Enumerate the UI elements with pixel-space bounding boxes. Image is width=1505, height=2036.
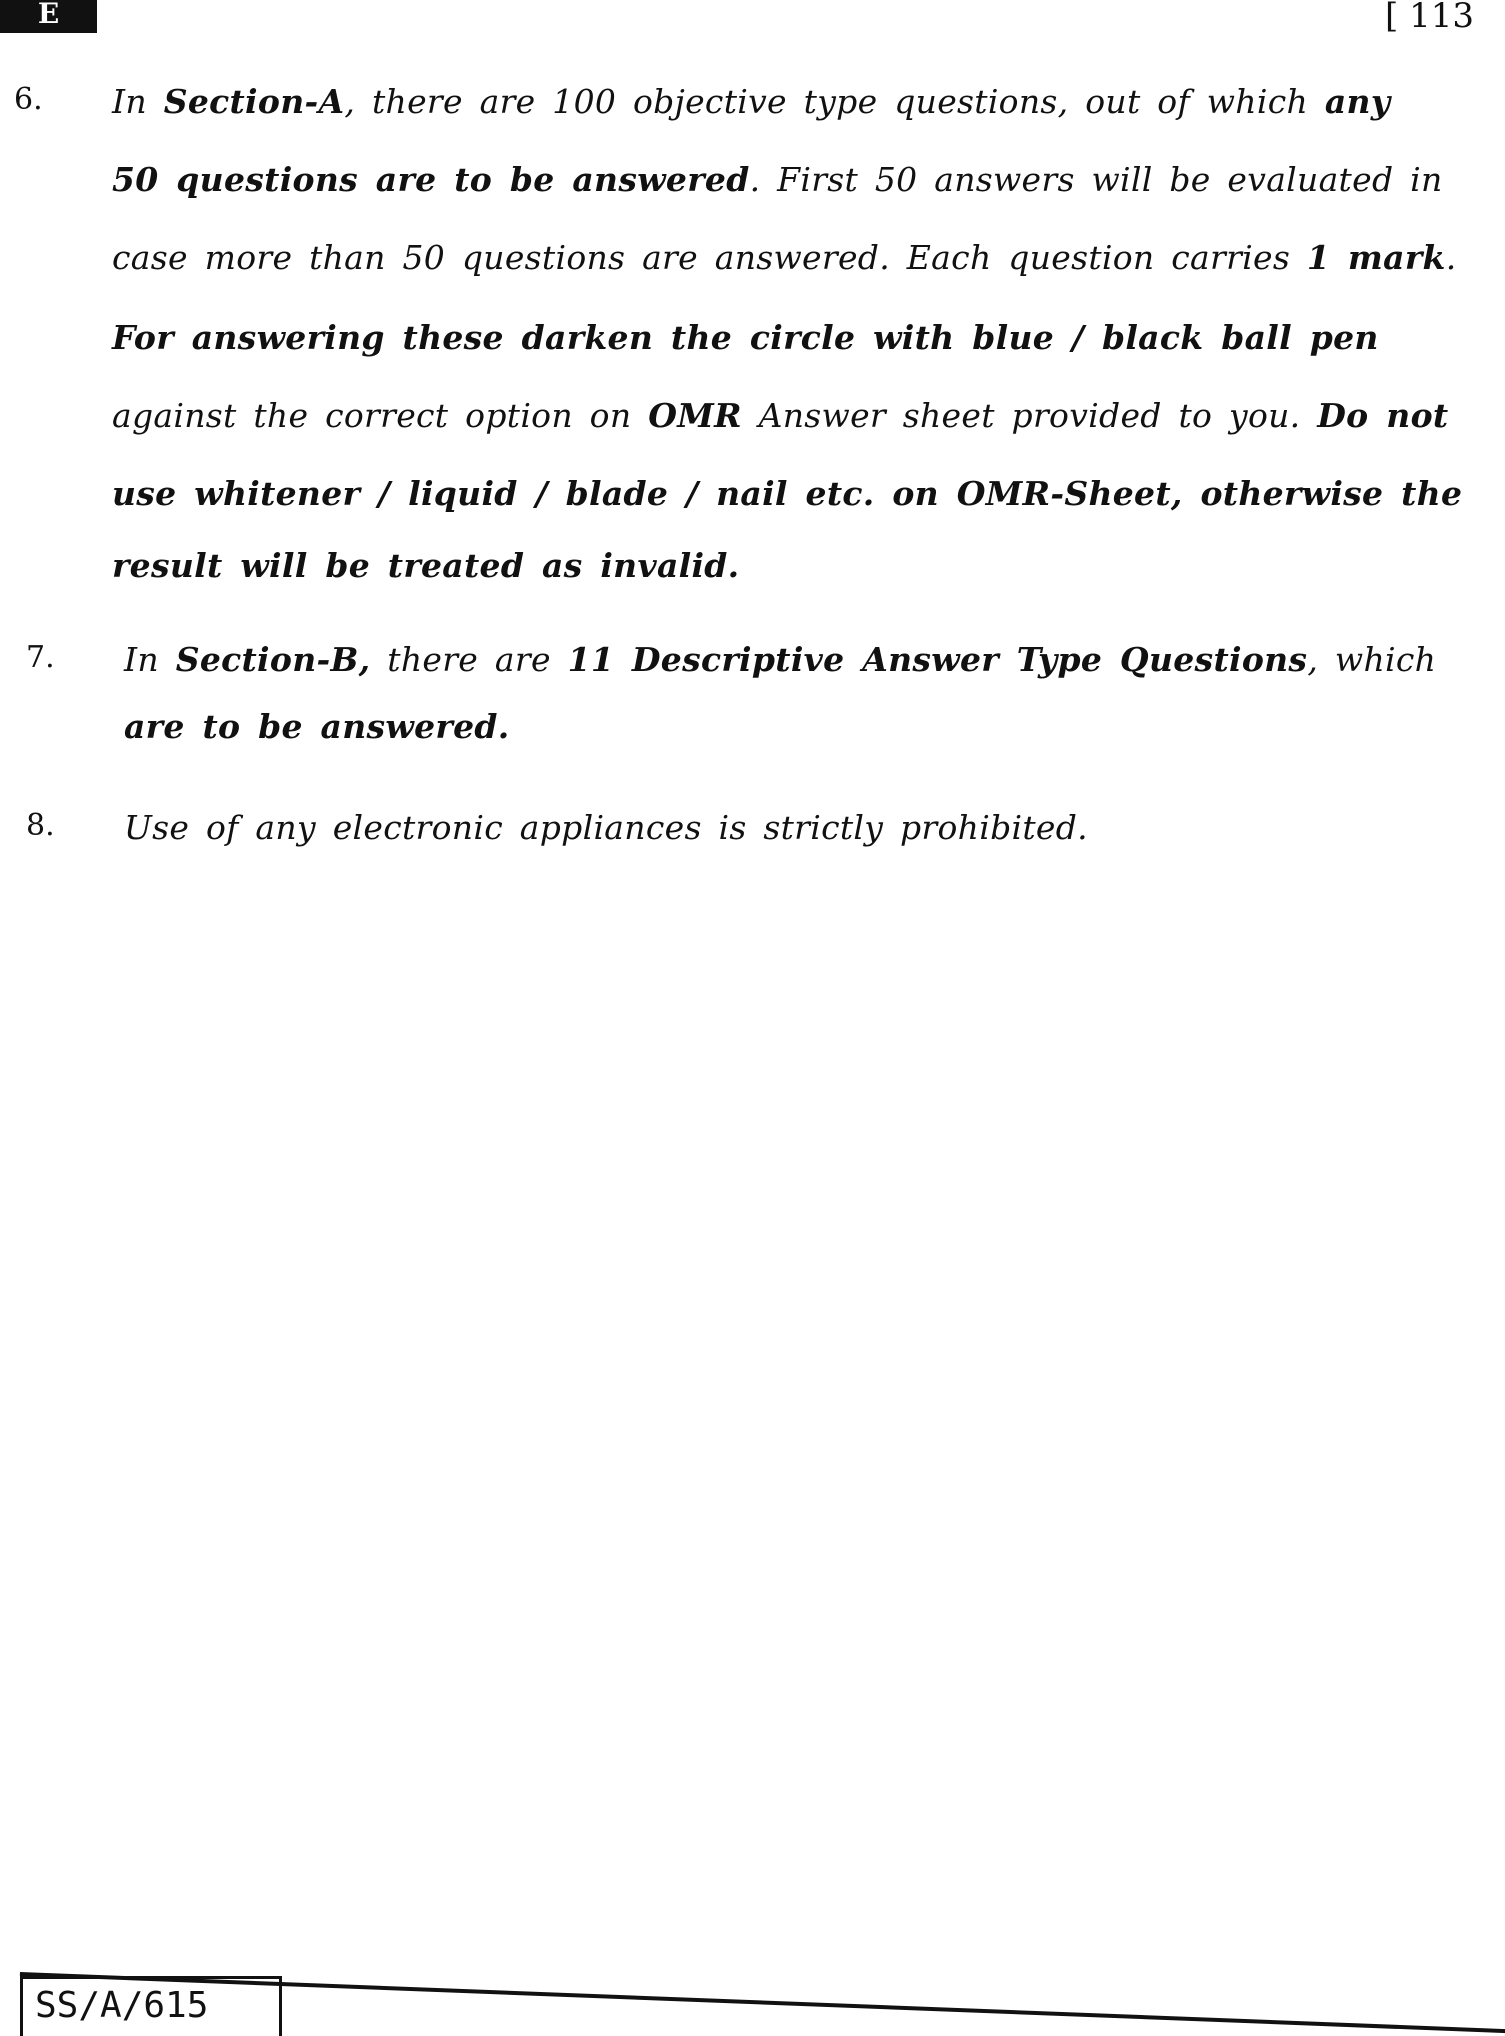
- instruction-line: [0, 546, 1505, 596]
- bold-text: For answering these darken the circle with blue / black ball pen: [112, 318, 1379, 357]
- text: , which: [1307, 640, 1437, 679]
- section-badge: E: [0, 0, 97, 33]
- item-number: 7.: [26, 640, 55, 675]
- instruction-line: [0, 82, 1505, 132]
- instruction-text: [112, 474, 1462, 513]
- instruction-line: [0, 707, 1505, 757]
- text: , there are 100 objective type questions, out of which: [344, 82, 1325, 121]
- instruction-text: [112, 318, 1379, 357]
- text: there are: [370, 640, 568, 679]
- bold-text: Do not: [1317, 396, 1449, 435]
- page-number: [ 113: [1385, 0, 1474, 36]
- bold-text: 11 Descriptive Answer Type Questions: [567, 640, 1308, 679]
- instruction-line: [0, 474, 1505, 524]
- instruction-text: [124, 640, 1436, 679]
- instruction-line: [0, 808, 1505, 858]
- bold-text: result will be treated as invalid.: [112, 546, 740, 585]
- instruction-text: [112, 82, 1390, 121]
- instruction-text: [112, 546, 739, 585]
- instruction-line: [0, 238, 1505, 288]
- instruction-text: [112, 238, 1456, 277]
- item-number: 8.: [26, 808, 55, 843]
- text: Use of any electronic appliances is strictly prohibited.: [124, 808, 1088, 847]
- bold-text: are to be answered.: [124, 707, 510, 746]
- instruction-line: [0, 640, 1505, 690]
- bold-text: 1 mark: [1306, 238, 1446, 277]
- bold-text: 50 questions are to be answered: [112, 160, 750, 199]
- text: Answer sheet provided to you.: [741, 396, 1318, 435]
- instruction-line: [0, 396, 1505, 446]
- text: .: [1445, 238, 1457, 277]
- text: In: [112, 82, 164, 121]
- bold-text: OMR: [648, 396, 742, 435]
- bold-text: use whitener / liquid / blade / nail etc. on OMR-Sheet, otherwise the: [112, 474, 1463, 513]
- instruction-text: [124, 707, 510, 746]
- instruction-text: [124, 808, 1088, 847]
- item-number: 6.: [14, 82, 43, 117]
- bold-text: any: [1324, 82, 1391, 121]
- instruction-line: [0, 318, 1505, 368]
- text: case more than 50 questions are answered. Each question carries: [112, 238, 1307, 277]
- paper-code: SS/A/615: [20, 1976, 282, 2036]
- instruction-text: [112, 160, 1443, 199]
- text: . First 50 answers will be evaluated in: [749, 160, 1443, 199]
- text: In: [124, 640, 176, 679]
- instruction-line: [0, 160, 1505, 210]
- bold-text: Section-B,: [175, 640, 371, 679]
- text: against the correct option on: [112, 396, 649, 435]
- bold-text: Section-A: [163, 82, 345, 121]
- instruction-text: [112, 396, 1448, 435]
